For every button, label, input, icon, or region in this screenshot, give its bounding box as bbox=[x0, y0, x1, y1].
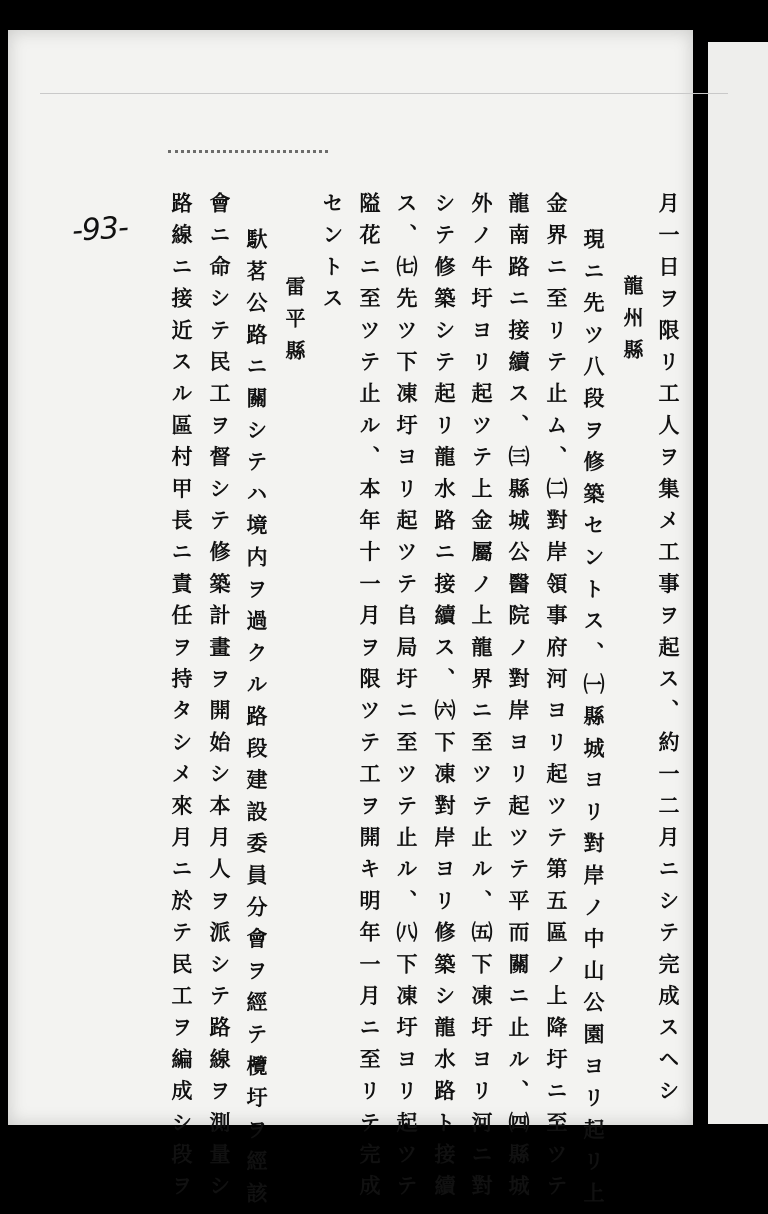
text-column-14: 路線ニ接近スル區村甲長ニ責任ヲ持タシメ來月ニ於テ民工ヲ編成シ段ヲ bbox=[169, 192, 194, 1207]
text-column-12: 馱茗公路ニ關シテハ境内ヲ過クル路段建設委員分會ヲ經テ欖圩ヲ經該 bbox=[244, 228, 269, 1214]
text-column-13: 會ニ命シテ民工ヲ督シテ修築計畫ヲ開始シ本月人ヲ派シテ路線ヲ測量シ bbox=[207, 192, 232, 1207]
text-column-1: 月一日ヲ限リ工人ヲ集メ工事ヲ起ス、約一二月ニシテ完成スヘシ bbox=[656, 192, 681, 1112]
text-column-7: シテ修築シテ起リ龍水路ニ接續ス、㈥下凍對岸ヨリ修築シ龍水路ト接續 bbox=[432, 192, 457, 1207]
fold-line bbox=[40, 93, 728, 94]
text-column-10: セントス bbox=[320, 192, 345, 319]
page-number: -93- bbox=[70, 210, 129, 249]
adjacent-page-edge bbox=[708, 42, 768, 1124]
text-column-8: ス、㈦先ツ下凍圩ヨリ起ツテ𠂤局圩ニ至ツテ止ル、㈧下凍圩ヨリ起ツテ bbox=[394, 192, 419, 1207]
county-heading-leiping: 雷平縣 bbox=[282, 276, 306, 372]
text-column-4: 金界ニ至リテ止ム、㈡對岸領事府河ヨリ起ツテ第五區ノ上降圩ニ至ツテ bbox=[544, 192, 569, 1207]
text-column-5: 龍南路ニ接續ス、㈢縣城公醫院ノ對岸ヨリ起ツテ平而關ニ止ル、㈣縣城 bbox=[506, 192, 531, 1207]
text-column-9: 隘花ニ至ツテ止ル、本年十一月ヲ限ツテ工ヲ開キ明年一月ニ至リテ完成 bbox=[357, 192, 382, 1207]
county-heading-longzhou: 龍州縣 bbox=[620, 275, 644, 371]
scan-marks bbox=[168, 150, 328, 157]
text-column-6: 外ノ牛圩ヨリ起ツテ上金屬ノ上龍界ニ至ツテ止ル、㈤下凍圩ヨリ河ニ對 bbox=[469, 192, 494, 1207]
text-column-3: 現ニ先ツ八段ヲ修築セントス、㈠縣城ヨリ對岸ノ中山公園ヨリ起リ上 bbox=[581, 228, 606, 1214]
